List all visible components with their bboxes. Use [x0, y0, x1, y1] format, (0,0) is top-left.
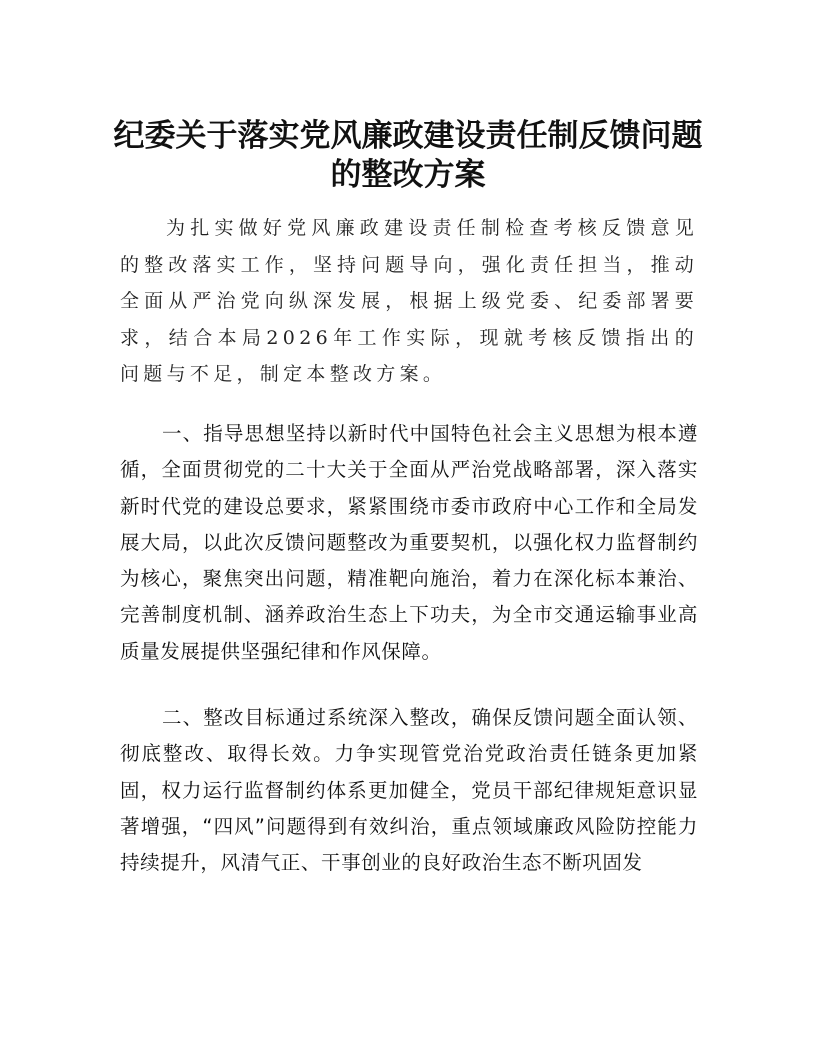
intro-paragraph: 为扎实做好党风廉政建设责任制检查考核反馈意见的整改落实工作，坚持问题导向，强化责任担当，推动全面从严治党向纵深发展，根据上级党委、纪委部署要求，结合本局2026年工作实际，现就考核反馈指出的问题与不足，制定本整改方案。	[120, 217, 698, 385]
section-rectification-goals: 二、整改目标通过系统深入整改，确保反馈问题全面认领、彻底整改、取得长效。力争实现管党治党政治责任链条更加紧固，权力运行监督制约体系更加健全，党员干部纪律规矩意识显著增强，“四风”问题得到有效纠治，重点领域廉政风险防控能力持续提升，风清气正、干事创业的良好政治生态不断巩固发	[120, 706, 698, 875]
section-guiding-ideology: 一、指导思想坚持以新时代中国特色社会主义思想为根本遵循，全面贯彻党的二十大关于全面从严治党战略部署，深入落实新时代党的建设总要求，紧紧围绕市委市政府中心工作和全局发展大局，以此次反馈问题整改为重要契机，以强化权力监督制约为核心，聚焦突出问题，精准靶向施治，着力在深化标本兼治、完善制度机制、涵养政治生态上下功夫，为全市交通运输事业高质量发展提供坚强纪律和作风保障。	[120, 422, 698, 663]
document-title-line-1: 纪委关于落实党风廉政建设责任制反馈问题	[113, 118, 703, 154]
document-title-line-2: 的整改方案	[330, 157, 486, 193]
